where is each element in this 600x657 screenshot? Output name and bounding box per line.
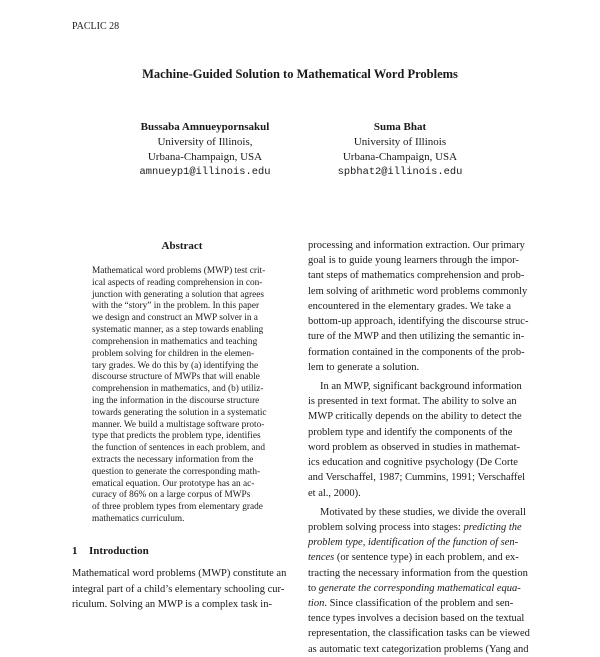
text-line: ics education and cognitive psychology (De Corte bbox=[308, 457, 518, 469]
text-span: . Since classification of the problem and sen- bbox=[324, 598, 514, 610]
text-span: (or sentence type) in each problem, and ex- bbox=[334, 552, 519, 564]
text-line: In an MWP, significant background information bbox=[320, 380, 522, 392]
text-line: mathematics curriculum. bbox=[92, 514, 185, 525]
text-line: towards generating the solution in a systematic bbox=[92, 407, 267, 418]
text-line: ical aspects of reading comprehension in con- bbox=[92, 277, 263, 288]
text-span: to bbox=[308, 582, 319, 594]
paper-title: Machine-Guided Solution to Mathematical Word Problems bbox=[142, 67, 458, 81]
text-line: with the “story” in the problem. In this paper bbox=[92, 301, 260, 312]
text-line: MWP critically depends on the ability to detect the bbox=[308, 411, 522, 423]
author-email: amnueyp1@illinois.edu bbox=[139, 166, 271, 178]
text-line bbox=[308, 596, 530, 611]
author-affiliation-location: Urbana-Champaign, USA bbox=[147, 151, 263, 163]
author-name: Bussaba Amnueypornsakul bbox=[140, 121, 270, 133]
right-column bbox=[308, 238, 530, 657]
text-line: is presented in text format. The ability to solve an bbox=[308, 396, 517, 408]
text-line bbox=[308, 520, 530, 535]
text-line: comprehension in mathematics and teaching bbox=[92, 336, 258, 347]
section-title: Introduction bbox=[89, 545, 149, 557]
text-line: question to generate the corresponding math- bbox=[92, 466, 261, 477]
text-line: discourse structure of MWPs that will enable bbox=[92, 372, 260, 383]
text-line: type that predicts the problem type, identifies bbox=[92, 431, 261, 442]
text-line: Mathematical word problems (MWP) constitute an bbox=[72, 568, 287, 579]
author-block bbox=[320, 120, 480, 180]
section-heading bbox=[72, 545, 149, 557]
text-line: ture of the MWP and then utilizing the semantic in- bbox=[308, 331, 525, 343]
text-line: manner. We build a multistage software proto- bbox=[92, 419, 265, 430]
text-span: problem solving process into stages: bbox=[308, 521, 464, 533]
text-line: of three problem types from elementary grade bbox=[92, 502, 263, 513]
italic-span: generate the corresponding mathematical equa- bbox=[318, 582, 521, 594]
italic-span: tion bbox=[308, 598, 325, 610]
text-line: and Verschaffel, 1987; Cummins, 1991; Verschaffel bbox=[308, 472, 526, 484]
author-name: Suma Bhat bbox=[373, 121, 427, 133]
text-line: Mathematical word problems (MWP) test crit- bbox=[92, 266, 266, 276]
text-line: ematical equation. Our prototype has an ac- bbox=[92, 478, 255, 489]
paragraph bbox=[308, 505, 530, 657]
italic-span: tences bbox=[308, 552, 335, 564]
text-line: formation contained in the components of the prob- bbox=[308, 346, 525, 358]
text-line: problem type and identify the components of the bbox=[308, 426, 513, 438]
text-line: word problem as observed in studies in mathemat- bbox=[308, 441, 520, 453]
paragraph bbox=[308, 379, 530, 501]
text-line: extracts the necessary information from the bbox=[92, 455, 254, 465]
text-line: processing and information extraction. Our primary bbox=[308, 240, 525, 251]
text-line: tant steps of mathematics comprehension and prob- bbox=[308, 270, 525, 282]
text-line: comprehension in mathematics, and (b) utiliz- bbox=[92, 384, 264, 395]
text-line: ing the information in the discourse structure bbox=[92, 395, 260, 406]
text-line: as automatic text categorization problems (Yang and bbox=[308, 643, 529, 655]
author-affiliation: University of Illinois, bbox=[157, 136, 253, 148]
text-line: tence types involves a decision based on the textual bbox=[308, 613, 525, 625]
italic-span: predicting the bbox=[463, 521, 522, 533]
section-number: 1 bbox=[72, 545, 78, 557]
author-affiliation: University of Illinois bbox=[353, 136, 447, 148]
author-affiliation-location: Urbana-Champaign, USA bbox=[342, 151, 458, 163]
text-line: bottom-up approach, identifying the discourse struc- bbox=[308, 316, 529, 328]
author-block bbox=[130, 120, 280, 180]
text-line: problem type, identification of the function of sen- bbox=[308, 537, 519, 549]
text-line bbox=[308, 581, 530, 596]
text-line: problem solving for children in the elemen- bbox=[92, 348, 255, 359]
text-line bbox=[308, 550, 530, 565]
abstract-heading: Abstract bbox=[161, 240, 203, 252]
text-line: the function of sentences in each problem, and bbox=[92, 443, 265, 454]
text-line: systematic manner, as a step towards enabling bbox=[92, 325, 264, 336]
text-line: representation, the classification tasks can be viewed bbox=[308, 628, 530, 640]
text-line: et al., 2000). bbox=[308, 487, 361, 499]
text-line: lem solving of arithmetic word problems commonly bbox=[308, 285, 528, 297]
text-line: we design and construct an MWP solver in a bbox=[92, 313, 258, 324]
venue-header: PACLIC 28 bbox=[72, 21, 120, 32]
text-line: riculum. Solving an MWP is a complex task in- bbox=[72, 599, 272, 610]
author-email: spbhat2@illinois.edu bbox=[337, 166, 463, 178]
text-line: Motivated by these studies, we divide the overall bbox=[320, 506, 526, 518]
paragraph bbox=[308, 238, 530, 375]
text-line: goal is to guide young learners through the impor- bbox=[308, 255, 519, 267]
text-line: junction with generating a solution that agrees bbox=[92, 289, 264, 300]
text-line: integral part of a child’s elementary schooling cur- bbox=[72, 583, 285, 595]
text-line: curacy of 86% on a large corpus of MWPs bbox=[92, 490, 251, 501]
text-line: encountered in the elementary grades. We take a bbox=[308, 300, 512, 312]
abstract-body bbox=[92, 266, 275, 526]
text-line: lem to generate a solution. bbox=[308, 361, 420, 373]
introduction-body bbox=[72, 566, 302, 613]
text-line: tracting the necessary information from the question bbox=[308, 567, 528, 579]
text-line: tary grades. We do this by (a) identifying the bbox=[92, 360, 259, 371]
